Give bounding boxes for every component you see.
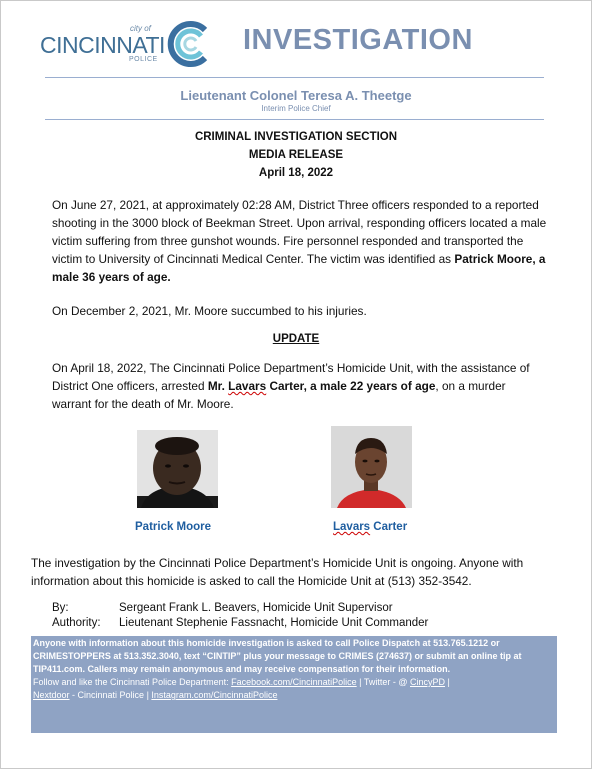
release-date: April 18, 2022 — [258, 167, 334, 179]
logo-c-mark-icon — [165, 20, 211, 68]
suspect-first-name: Lavars — [228, 379, 267, 393]
separator-2: | — [144, 690, 152, 700]
paragraph-arrest-start: On April 18, 2022, The Cincinnati Police Department’s Homicide Unit, with the assistance of District One officers, arrested — [52, 361, 530, 393]
closing-paragraph: The investigation by the Cincinnati Police Department’s Homicide Unit is ongoing. Anyone with information about this homicide is asked to call the Homicide Unit at (513) 352-3542. — [31, 556, 524, 588]
chief-title: Interim Police Chief — [261, 104, 331, 113]
update-heading: UPDATE — [272, 333, 320, 345]
tip-info-box — [31, 636, 557, 733]
suspect-caption-last: Carter — [370, 521, 408, 533]
by-label: By: — [52, 602, 69, 614]
logo-police-text: POLICE — [129, 56, 158, 63]
suspect-identity — [208, 379, 436, 393]
nextdoor-rest: - Cincinnati Police — [69, 690, 145, 700]
suspect-photo — [331, 426, 412, 508]
suspect-title: Mr. — [207, 379, 229, 393]
page-headline: INVESTIGATION — [243, 24, 473, 56]
paragraph-arrest — [52, 359, 547, 413]
paragraph-arrest-end: , on a murder warrant for the death of Mr. Moore. — [52, 379, 506, 411]
suspect-caption-first: Lavars — [333, 521, 371, 533]
twitter-text: | Twitter - @ — [356, 677, 410, 687]
logo-city-text: city of — [130, 24, 151, 33]
chief-name: Lieutenant Colonel Teresa A. Theetge — [180, 88, 412, 103]
suspect-rest: Carter, a male 22 years of age — [266, 379, 436, 393]
twitter-link[interactable]: CincyPD — [410, 677, 446, 687]
social-links-line — [33, 676, 555, 702]
follow-text: Follow and like the Cincinnati Police Department: — [33, 677, 232, 687]
paragraph-incident — [52, 196, 547, 286]
section-heading: CRIMINAL INVESTIGATION SECTION — [194, 131, 398, 143]
nextdoor-link[interactable]: Nextdoor — [33, 690, 70, 700]
victim-photo — [137, 430, 218, 508]
authority-label: Authority: — [52, 617, 101, 629]
authority-value: Lieutenant Stephenie Fassnacht, Homicide Unit Commander — [119, 617, 429, 629]
tip-info-text: Anyone with information about this homicide investigation is asked to call Police Dispatch at 513.765.1212 or CRIMESTOPPERS at 513.352.3040, text “CINTIP” plus your message to CRIMES (274637) or submit an online tip at TIP411.com. Callers may remain anonymous and may receive compensation for their information. — [33, 638, 522, 674]
release-type-heading: MEDIA RELEASE — [248, 149, 344, 161]
paragraph-incident-text: On June 27, 2021, at approximately 02:28 AM, District Three officers responded to a reported shooting in the 3000 block of Beekman Street. Upon arrival, responding officers located a male victim suffering from three gunshot wounds. Fire personnel responded and transported the victim to University of Cincinnati Medical Center. The victim was identified as — [52, 198, 547, 266]
facebook-link[interactable]: Facebook.com/CincinnatiPolice — [231, 677, 357, 687]
victim-photo-caption: Patrick Moore — [135, 521, 212, 533]
separator: | — [445, 677, 450, 687]
cincinnati-police-logo — [40, 22, 210, 72]
suspect-photo-caption — [333, 521, 407, 533]
paragraph-death: On December 2, 2021, Mr. Moore succumbed to his injuries. — [52, 304, 367, 318]
header-rule-top — [45, 77, 544, 78]
instagram-link[interactable]: Instagram.com/CincinnatiPolice — [151, 690, 278, 700]
logo-name-text: CINCINNATI — [40, 32, 165, 58]
victim-identity: Patrick Moore, a male 36 years of age. — [52, 252, 546, 284]
header-rule-bottom — [45, 119, 544, 120]
by-value: Sergeant Frank L. Beavers, Homicide Unit Supervisor — [119, 602, 393, 614]
